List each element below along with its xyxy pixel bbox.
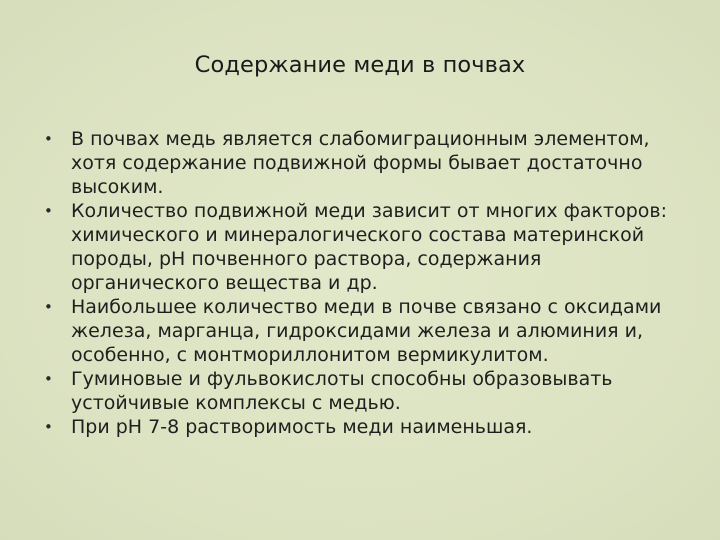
bullet-text: В почвах медь является слабомиграционным элементом, хотя содержание подвижной формы бывает достаточно высоким. [71, 128, 650, 198]
slide-title: Содержание меди в почвах [194, 52, 526, 78]
bullet-text: Гуминовые и фульвокислоты способны образовывать устойчивые комплексы с медью. [71, 368, 613, 414]
bullet-list [42, 127, 682, 439]
bullet-text: Количество подвижной меди зависит от многих факторов: химического и минералогического состава материнской породы, рН почвенного раствора, содержания органического вещества и др. [71, 200, 667, 294]
bullet-item [42, 367, 682, 415]
bullet-item [42, 295, 682, 367]
bullet-dot-icon: • [44, 418, 53, 436]
bullet-item [42, 199, 682, 295]
bullet-dot-icon: • [44, 298, 53, 316]
bullet-dot-icon: • [44, 130, 53, 148]
bullet-item [42, 415, 682, 439]
bullet-text: Наибольшее количество меди в почве связано с оксидами железа, марганца, гидроксидами железа и алюминия и, особенно, с монтмориллонитом вермикулитом. [71, 296, 662, 366]
bullet-dot-icon: • [44, 370, 53, 388]
bullet-item [42, 127, 682, 199]
bullet-dot-icon: • [44, 202, 53, 220]
bullet-text: При рН 7-8 растворимость меди наименьшая. [71, 416, 533, 438]
